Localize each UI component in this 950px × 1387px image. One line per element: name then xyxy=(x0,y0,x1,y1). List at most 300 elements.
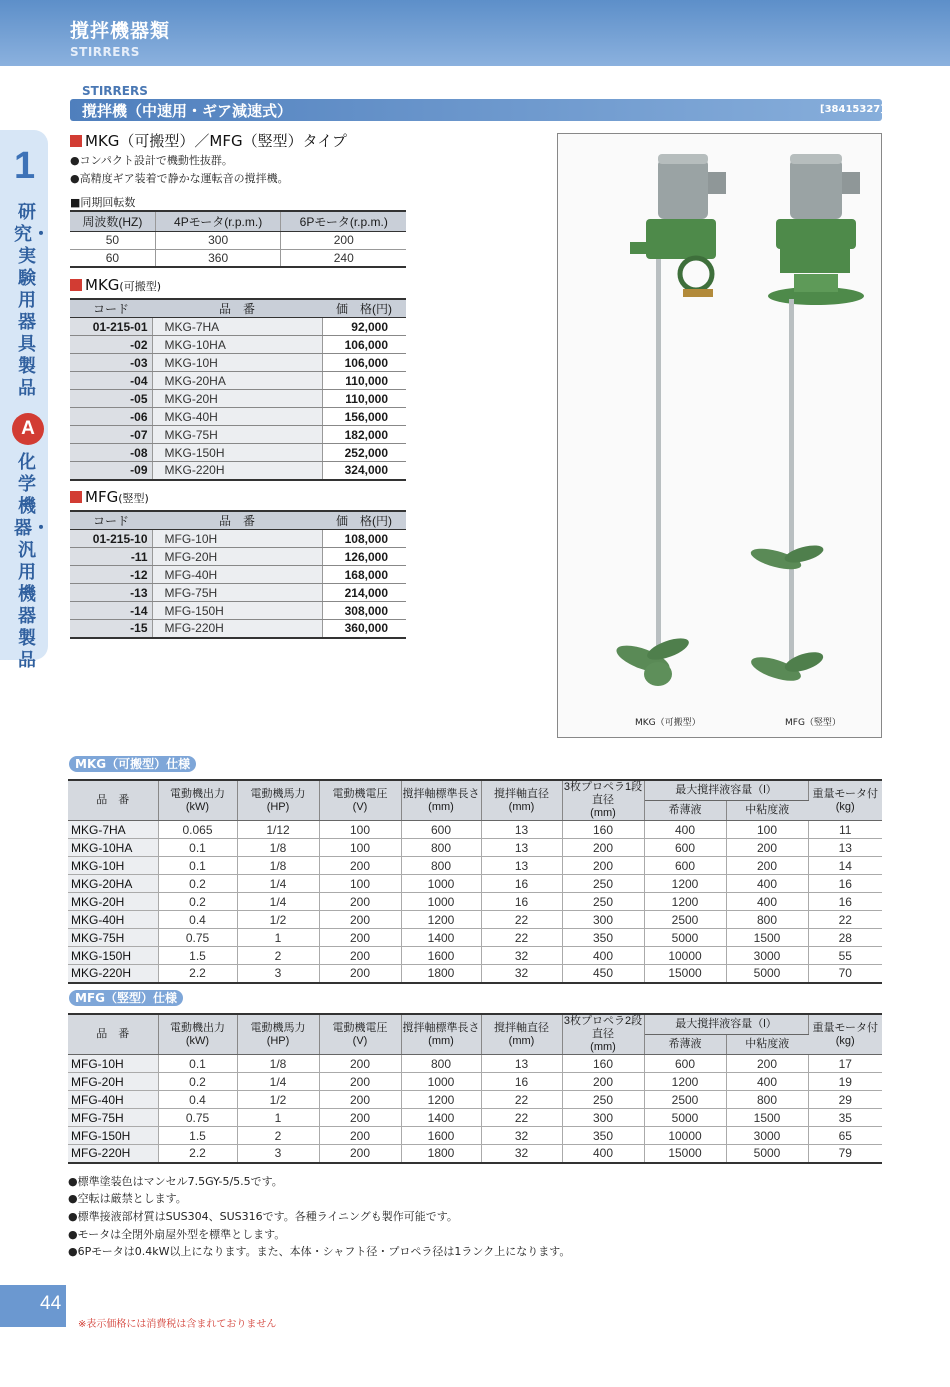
spec-value: 600 xyxy=(644,1055,726,1073)
product-model: MKG-220H xyxy=(152,462,322,480)
red-square-icon xyxy=(70,279,82,291)
table-row xyxy=(68,1073,882,1091)
spec-value: 1 xyxy=(237,929,319,947)
spec-header-propeller xyxy=(562,1014,644,1055)
table-header: 価 格(円) xyxy=(322,299,406,318)
mkg-spec-label: MKG（可搬型）仕様 xyxy=(69,756,196,772)
spec-value: 200 xyxy=(319,1055,401,1073)
intro-bullet: ●コンパクト設計で機動性抜群。 xyxy=(70,154,233,167)
section-badge: A xyxy=(12,413,44,445)
spec-value: 1200 xyxy=(644,1073,726,1091)
table-cell: 240 xyxy=(281,249,406,267)
spec-value: 32 xyxy=(481,947,562,965)
spec-header-hp xyxy=(237,780,319,821)
spec-header-power xyxy=(158,1014,237,1055)
spec-header-unit: (V) xyxy=(352,1034,368,1047)
spec-value: 3 xyxy=(237,1145,319,1163)
spec-note: ●6Pモータは0.4kW以上になります。また、本体・シャフト径・プロペラ径は1ランク上になります。 xyxy=(68,1245,571,1258)
product-model: MKG-7HA xyxy=(152,318,322,336)
product-price: 324,000 xyxy=(322,462,406,480)
spec-value: 400 xyxy=(644,821,726,839)
table-row xyxy=(68,875,882,893)
spec-value: 450 xyxy=(562,965,644,983)
spec-header-unit: (kW) xyxy=(185,1034,210,1047)
spec-value: 5000 xyxy=(644,929,726,947)
spec-value: 400 xyxy=(726,1073,808,1091)
product-price: 110,000 xyxy=(322,372,406,390)
spec-value: 600 xyxy=(401,821,481,839)
rpm-table-title: ■同期回転数 xyxy=(70,196,136,209)
table-row xyxy=(68,839,882,857)
tax-note: ※表示価格には消費税は含まれておりません xyxy=(78,1319,277,1330)
table-row xyxy=(70,566,406,584)
spec-value: 19 xyxy=(808,1073,882,1091)
section-text: 化学機器・汎用機器製品 xyxy=(14,452,50,671)
product-model: MKG-10HA xyxy=(152,336,322,354)
mkg-price-heading xyxy=(70,276,161,294)
spec-value: 1/8 xyxy=(237,839,319,857)
spec-value: 400 xyxy=(562,1145,644,1163)
spec-value: 1 xyxy=(237,1109,319,1127)
rpm-table xyxy=(70,210,406,268)
product-code: -15 xyxy=(70,620,152,638)
spec-value: 200 xyxy=(319,1091,401,1109)
product-model: MFG-220H xyxy=(152,620,322,638)
mfg-heading-small: (竪型) xyxy=(118,492,149,505)
mfg-price-table xyxy=(70,510,406,639)
spec-value: 29 xyxy=(808,1091,882,1109)
spec-header-capacity-mid: 中粘度液 xyxy=(726,800,808,820)
table-row xyxy=(68,1127,882,1145)
spec-value: 600 xyxy=(644,839,726,857)
spec-value: 22 xyxy=(481,1109,562,1127)
table-row xyxy=(70,584,406,602)
product-model: MFG-75H xyxy=(152,584,322,602)
spec-header-text: 電動機電圧 xyxy=(332,787,388,800)
spec-value: 200 xyxy=(319,965,401,983)
spec-value: 0.1 xyxy=(158,839,237,857)
spec-value: 1500 xyxy=(726,1109,808,1127)
product-price: 106,000 xyxy=(322,336,406,354)
spec-value: 16 xyxy=(808,893,882,911)
spec-value: 100 xyxy=(319,875,401,893)
red-square-icon xyxy=(70,135,82,147)
mkg-spec-table xyxy=(68,779,882,984)
spec-header-text: 電動機出力 xyxy=(170,787,225,800)
spec-value: 0.75 xyxy=(158,929,237,947)
table-cell: 360 xyxy=(155,249,281,267)
spec-value: 1500 xyxy=(726,929,808,947)
spec-value: 0.4 xyxy=(158,911,237,929)
spec-value: 3000 xyxy=(726,1127,808,1145)
product-code: -07 xyxy=(70,426,152,444)
spec-value: 350 xyxy=(562,1127,644,1145)
spec-value: 2500 xyxy=(644,1091,726,1109)
spec-value: 200 xyxy=(319,929,401,947)
spec-model: MKG-40H xyxy=(68,911,158,929)
spec-value: 28 xyxy=(808,929,882,947)
spec-note: ●標準塗装色はマンセル7.5GY-5/5.5です。 xyxy=(68,1175,283,1188)
spec-header-unit: (kg) xyxy=(835,800,855,813)
spec-value: 32 xyxy=(481,965,562,983)
spec-value: 32 xyxy=(481,1145,562,1163)
table-header: 品 番 xyxy=(152,299,322,318)
intro-bullet: ●高精度ギア装着で静かな運転音の撹拌機。 xyxy=(70,172,289,185)
spec-value: 1200 xyxy=(401,1091,481,1109)
spec-value: 400 xyxy=(562,947,644,965)
table-row xyxy=(70,444,406,462)
mkg-stirrer-image xyxy=(613,154,726,686)
spec-value: 160 xyxy=(562,1055,644,1073)
mkg-price-table xyxy=(70,298,406,481)
spec-note: ●空転は厳禁とします。 xyxy=(68,1192,187,1205)
product-model: MFG-10H xyxy=(152,530,322,548)
spec-header-unit: (kg) xyxy=(835,1034,855,1047)
spec-value: 600 xyxy=(644,857,726,875)
spec-header-shaft-diameter xyxy=(481,780,562,821)
table-row xyxy=(70,426,406,444)
spec-value: 2 xyxy=(237,1127,319,1145)
table-row xyxy=(70,231,406,249)
spec-model: MFG-10H xyxy=(68,1055,158,1073)
spec-value: 400 xyxy=(726,893,808,911)
spec-header-unit: (mm) xyxy=(590,1041,616,1053)
spec-value: 15000 xyxy=(644,965,726,983)
spec-model: MFG-150H xyxy=(68,1127,158,1145)
product-price: 168,000 xyxy=(322,566,406,584)
product-price: 126,000 xyxy=(322,548,406,566)
spec-value: 200 xyxy=(319,893,401,911)
spec-value: 200 xyxy=(319,947,401,965)
spec-value: 800 xyxy=(401,857,481,875)
spec-model: MKG-10H xyxy=(68,857,158,875)
spec-value: 100 xyxy=(726,821,808,839)
spec-value: 16 xyxy=(481,1073,562,1091)
spec-value: 16 xyxy=(481,893,562,911)
spec-value: 22 xyxy=(481,1091,562,1109)
spec-value: 200 xyxy=(726,857,808,875)
table-header: 6Pモータ(r.p.m.) xyxy=(281,211,406,231)
spec-value: 1200 xyxy=(401,911,481,929)
spec-model: MKG-20HA xyxy=(68,875,158,893)
spec-header-text: 3枚プロペラ2段直径 xyxy=(563,1015,643,1040)
product-code: 01-215-10 xyxy=(70,530,152,548)
spec-value: 1600 xyxy=(401,947,481,965)
spec-value: 22 xyxy=(808,911,882,929)
table-row xyxy=(70,336,406,354)
table-row xyxy=(70,408,406,426)
spec-value: 13 xyxy=(481,857,562,875)
spec-model: MKG-150H xyxy=(68,947,158,965)
table-row xyxy=(70,602,406,620)
table-row xyxy=(68,911,882,929)
table-row xyxy=(70,462,406,480)
spec-value: 100 xyxy=(319,839,401,857)
spec-header-capacity: 最大撹拌液容量（l） xyxy=(644,1014,808,1034)
product-price: 252,000 xyxy=(322,444,406,462)
spec-header-text: 電動機出力 xyxy=(170,1021,225,1034)
table-row xyxy=(68,1145,882,1163)
mfg-stirrer-image xyxy=(748,154,864,686)
spec-header-weight xyxy=(808,780,882,821)
spec-value: 1200 xyxy=(644,893,726,911)
spec-value: 1400 xyxy=(401,1109,481,1127)
product-model: MKG-40H xyxy=(152,408,322,426)
product-code: -08 xyxy=(70,444,152,462)
spec-value: 0.2 xyxy=(158,1073,237,1091)
product-price: 156,000 xyxy=(322,408,406,426)
product-heading-text: MKG（可搬型）／MFG（竪型）タイプ xyxy=(85,132,347,150)
table-row xyxy=(68,947,882,965)
spec-value: 1/2 xyxy=(237,1091,319,1109)
spec-header-shaft-diameter xyxy=(481,1014,562,1055)
section-title: 撹拌機（中速用・ギア減速式） xyxy=(82,102,293,120)
spec-value: 1/2 xyxy=(237,911,319,929)
spec-value: 16 xyxy=(481,875,562,893)
table-row xyxy=(70,530,406,548)
spec-note: ●標準接液部材質はSUS304、SUS316です。各種ライニングも製作可能です。 xyxy=(68,1210,458,1223)
spec-value: 800 xyxy=(401,1055,481,1073)
spec-header-unit: (mm) xyxy=(508,800,535,813)
table-row xyxy=(68,965,882,983)
chapter-number: 1 xyxy=(14,145,36,187)
section-small-label: STIRRERS xyxy=(82,84,148,98)
product-price: 108,000 xyxy=(322,530,406,548)
mkg-heading-text: MKG xyxy=(85,276,120,294)
spec-header-text: 撹拌軸直径 xyxy=(494,1021,549,1034)
spec-value: 1/8 xyxy=(237,857,319,875)
spec-value: 200 xyxy=(726,1055,808,1073)
spec-value: 1.5 xyxy=(158,947,237,965)
table-header: コード xyxy=(70,511,152,530)
photo-caption-mfg: MFG（竪型） xyxy=(785,718,841,728)
spec-value: 70 xyxy=(808,965,882,983)
spec-header-capacity-mid: 中粘度液 xyxy=(726,1034,808,1054)
page-number: 44 xyxy=(40,1293,62,1314)
table-row xyxy=(68,821,882,839)
spec-value: 22 xyxy=(481,929,562,947)
catalog-code: [38415327] xyxy=(820,104,885,115)
product-price: 106,000 xyxy=(322,354,406,372)
spec-model: MKG-220H xyxy=(68,965,158,983)
spec-model: MFG-40H xyxy=(68,1091,158,1109)
spec-header-voltage xyxy=(319,780,401,821)
spec-model: MKG-75H xyxy=(68,929,158,947)
spec-header-text: 電動機馬力 xyxy=(250,787,306,800)
product-code: -11 xyxy=(70,548,152,566)
spec-header-text: 撹拌軸標準長さ xyxy=(402,787,480,800)
spec-value: 250 xyxy=(562,1091,644,1109)
spec-header-unit: (kW) xyxy=(185,800,210,813)
spec-header-propeller xyxy=(562,780,644,821)
spec-model: MKG-20H xyxy=(68,893,158,911)
chapter-text: 研究・実験用器具製品 xyxy=(14,202,50,399)
spec-value: 350 xyxy=(562,929,644,947)
table-row xyxy=(70,318,406,336)
spec-model: MKG-10HA xyxy=(68,839,158,857)
product-price: 182,000 xyxy=(322,426,406,444)
spec-value: 250 xyxy=(562,893,644,911)
product-code: -14 xyxy=(70,602,152,620)
product-model: MKG-20HA xyxy=(152,372,322,390)
table-cell: 50 xyxy=(70,231,155,249)
spec-header-capacity-thin: 希薄液 xyxy=(644,800,726,820)
table-cell: 60 xyxy=(70,249,155,267)
product-code: -05 xyxy=(70,390,152,408)
spec-value: 250 xyxy=(562,875,644,893)
spec-value: 200 xyxy=(562,1073,644,1091)
spec-value: 2.2 xyxy=(158,1145,237,1163)
product-code: -04 xyxy=(70,372,152,390)
spec-value: 13 xyxy=(808,839,882,857)
product-code: -03 xyxy=(70,354,152,372)
spec-model: MFG-220H xyxy=(68,1145,158,1163)
product-code: -09 xyxy=(70,462,152,480)
spec-value: 200 xyxy=(319,1127,401,1145)
product-model: MKG-75H xyxy=(152,426,322,444)
spec-header-model: 品 番 xyxy=(68,1014,158,1055)
spec-value: 200 xyxy=(319,1109,401,1127)
spec-value: 1000 xyxy=(401,875,481,893)
spec-header-text: 撹拌軸直径 xyxy=(494,787,549,800)
spec-value: 13 xyxy=(481,1055,562,1073)
spec-value: 2 xyxy=(237,947,319,965)
spec-value: 200 xyxy=(562,839,644,857)
spec-value: 5000 xyxy=(726,1145,808,1163)
table-row xyxy=(68,893,882,911)
product-price: 360,000 xyxy=(322,620,406,638)
spec-header-unit: (mm) xyxy=(590,807,616,819)
table-row xyxy=(70,249,406,267)
table-row xyxy=(70,372,406,390)
product-model: MFG-20H xyxy=(152,548,322,566)
spec-value: 22 xyxy=(481,911,562,929)
spec-value: 1/4 xyxy=(237,875,319,893)
spec-value: 0.1 xyxy=(158,1055,237,1073)
product-code: -12 xyxy=(70,566,152,584)
mfg-spec-table xyxy=(68,1013,882,1164)
spec-value: 13 xyxy=(481,821,562,839)
spec-value: 1200 xyxy=(644,875,726,893)
spec-value: 400 xyxy=(726,875,808,893)
table-header: 品 番 xyxy=(152,511,322,530)
product-model: MKG-10H xyxy=(152,354,322,372)
spec-value: 3000 xyxy=(726,947,808,965)
spec-header-power xyxy=(158,780,237,821)
product-model: MFG-40H xyxy=(152,566,322,584)
spec-header-unit: (V) xyxy=(352,800,368,813)
spec-value: 2500 xyxy=(644,911,726,929)
table-cell: 300 xyxy=(155,231,281,249)
mfg-heading-text: MFG xyxy=(85,488,119,506)
spec-value: 5000 xyxy=(726,965,808,983)
spec-value: 32 xyxy=(481,1127,562,1145)
spec-header-unit: (HP) xyxy=(266,800,290,813)
table-row xyxy=(70,620,406,638)
product-price: 92,000 xyxy=(322,318,406,336)
spec-value: 1400 xyxy=(401,929,481,947)
spec-value: 15000 xyxy=(644,1145,726,1163)
product-code: -06 xyxy=(70,408,152,426)
table-row xyxy=(70,548,406,566)
spec-value: 800 xyxy=(726,1091,808,1109)
spec-value: 10000 xyxy=(644,947,726,965)
table-row xyxy=(68,1055,882,1073)
spec-header-capacity-thin: 希薄液 xyxy=(644,1034,726,1054)
spec-value: 1000 xyxy=(401,1073,481,1091)
spec-value: 200 xyxy=(726,839,808,857)
table-header: 4Pモータ(r.p.m.) xyxy=(155,211,281,231)
spec-value: 200 xyxy=(562,857,644,875)
spec-header-voltage xyxy=(319,1014,401,1055)
spec-value: 160 xyxy=(562,821,644,839)
spec-value: 79 xyxy=(808,1145,882,1163)
spec-header-model: 品 番 xyxy=(68,780,158,821)
spec-header-unit: (HP) xyxy=(266,1034,290,1047)
spec-value: 3 xyxy=(237,965,319,983)
spec-header-capacity: 最大撹拌液容量（l） xyxy=(644,780,808,800)
spec-header-text: 重量モータ付 xyxy=(812,1021,879,1034)
stirrer-photo-illustration xyxy=(558,134,881,714)
table-row xyxy=(68,1091,882,1109)
spec-header-text: 3枚プロペラ1段直径 xyxy=(563,781,643,806)
product-model: MKG-20H xyxy=(152,390,322,408)
spec-value: 1/4 xyxy=(237,893,319,911)
spec-header-unit: (mm) xyxy=(508,1034,535,1047)
table-row xyxy=(68,857,882,875)
spec-header-text: 重量モータ付 xyxy=(812,787,879,800)
spec-model: MKG-7HA xyxy=(68,821,158,839)
spec-value: 0.065 xyxy=(158,821,237,839)
spec-value: 100 xyxy=(319,821,401,839)
spec-header-text: 電動機電圧 xyxy=(332,1021,388,1034)
spec-value: 200 xyxy=(319,1145,401,1163)
mkg-heading-small: (可搬型) xyxy=(119,280,161,293)
spec-value: 1800 xyxy=(401,965,481,983)
spec-value: 1/8 xyxy=(237,1055,319,1073)
product-price: 308,000 xyxy=(322,602,406,620)
product-heading xyxy=(70,130,347,151)
spec-header-hp xyxy=(237,1014,319,1055)
mfg-price-heading xyxy=(70,488,149,506)
spec-value: 300 xyxy=(562,1109,644,1127)
spec-header-text: 撹拌軸標準長さ xyxy=(402,1021,480,1034)
mfg-spec-label: MFG（竪型）仕様 xyxy=(69,990,183,1006)
table-row xyxy=(68,929,882,947)
spec-header-unit: (mm) xyxy=(428,1034,454,1047)
spec-value: 1.5 xyxy=(158,1127,237,1145)
spec-value: 13 xyxy=(481,839,562,857)
spec-value: 1800 xyxy=(401,1145,481,1163)
spec-value: 17 xyxy=(808,1055,882,1073)
spec-value: 1000 xyxy=(401,893,481,911)
spec-value: 800 xyxy=(726,911,808,929)
spec-value: 0.2 xyxy=(158,875,237,893)
spec-value: 300 xyxy=(562,911,644,929)
spec-header-shaft-length xyxy=(401,780,481,821)
spec-value: 0.4 xyxy=(158,1091,237,1109)
spec-header-unit: (mm) xyxy=(428,800,454,813)
spec-value: 14 xyxy=(808,857,882,875)
spec-value: 16 xyxy=(808,875,882,893)
spec-value: 1600 xyxy=(401,1127,481,1145)
product-code: -13 xyxy=(70,584,152,602)
product-code: -02 xyxy=(70,336,152,354)
photo-caption-mkg: MKG（可搬型） xyxy=(635,718,701,728)
table-row xyxy=(70,390,406,408)
table-row xyxy=(68,1109,882,1127)
spec-header-shaft-length xyxy=(401,1014,481,1055)
